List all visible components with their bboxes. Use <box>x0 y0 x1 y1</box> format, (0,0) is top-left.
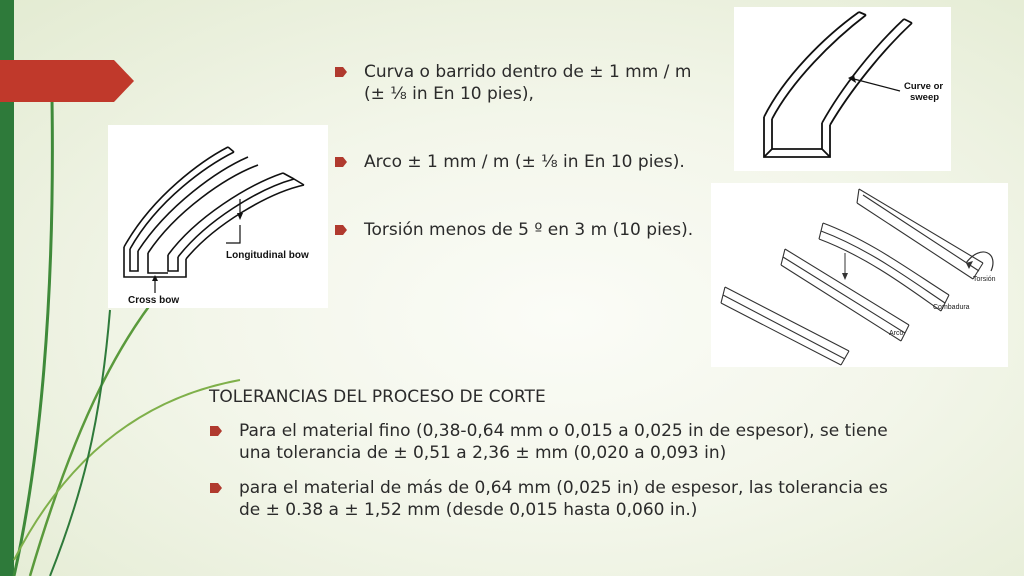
bullet-arco <box>335 151 735 173</box>
bullet-arrow-icon <box>335 157 347 167</box>
figure-curve-sweep <box>734 7 951 171</box>
bullet-arrow-icon <box>335 225 347 235</box>
bullet-arco-text: Arco ± 1 mm / m (± ⅛ in En 10 pies). <box>364 152 685 172</box>
label-arco: Arco <box>889 330 904 337</box>
curve-sweep-drawing <box>734 7 951 171</box>
label-longitudinal-bow: Longitudinal bow <box>226 250 309 261</box>
bullet-material-fino <box>210 420 970 464</box>
bullet-material-grueso-line2: de ± 0.38 a ± 1,52 mm (desde 0,015 hasta 0,060 in.) <box>239 500 698 520</box>
bullet-curva-line2: (± ⅛ in En 10 pies), <box>364 84 534 104</box>
label-combadura: Combadura <box>933 304 970 311</box>
torsion-arco-drawing <box>711 183 1008 367</box>
bullet-arrow-icon <box>335 67 347 77</box>
bullet-curva-line1: Curva o barrido dentro de ± 1 mm / m <box>364 62 692 82</box>
bullet-arrow-icon <box>210 483 222 493</box>
label-curve-or: Curve or <box>904 81 944 92</box>
bullet-arrow-icon <box>210 426 222 436</box>
label-sweep: sweep <box>910 92 940 103</box>
figure-torsion-arco <box>711 183 1008 367</box>
bullet-torsion-text: Torsión menos de 5 º en 3 m (10 pies). <box>364 220 694 240</box>
bullet-material-grueso <box>210 477 970 521</box>
title-ribbon <box>0 60 134 102</box>
bullet-material-fino-line1: Para el material fino (0,38-0,64 mm o 0,015 a 0,025 in de espesor), se tiene <box>239 421 888 441</box>
section-title: TOLERANCIAS DEL PROCESO DE CORTE <box>209 387 546 407</box>
bullet-material-fino-line2: una tolerancia de ± 0,51 a 2,36 ± mm (0,020 a 0,093 in) <box>239 443 727 463</box>
channel-bow-drawing <box>108 125 328 308</box>
figure-channel-bows <box>108 125 328 308</box>
label-cross-bow: Cross bow <box>128 295 180 306</box>
bullet-material-grueso-line1: para el material de más de 0,64 mm (0,025 in) de espesor, las tolerancia es <box>239 478 888 498</box>
bullet-curva <box>335 61 735 105</box>
label-torsion: Torsión <box>973 276 996 283</box>
bullet-torsion <box>335 219 735 241</box>
